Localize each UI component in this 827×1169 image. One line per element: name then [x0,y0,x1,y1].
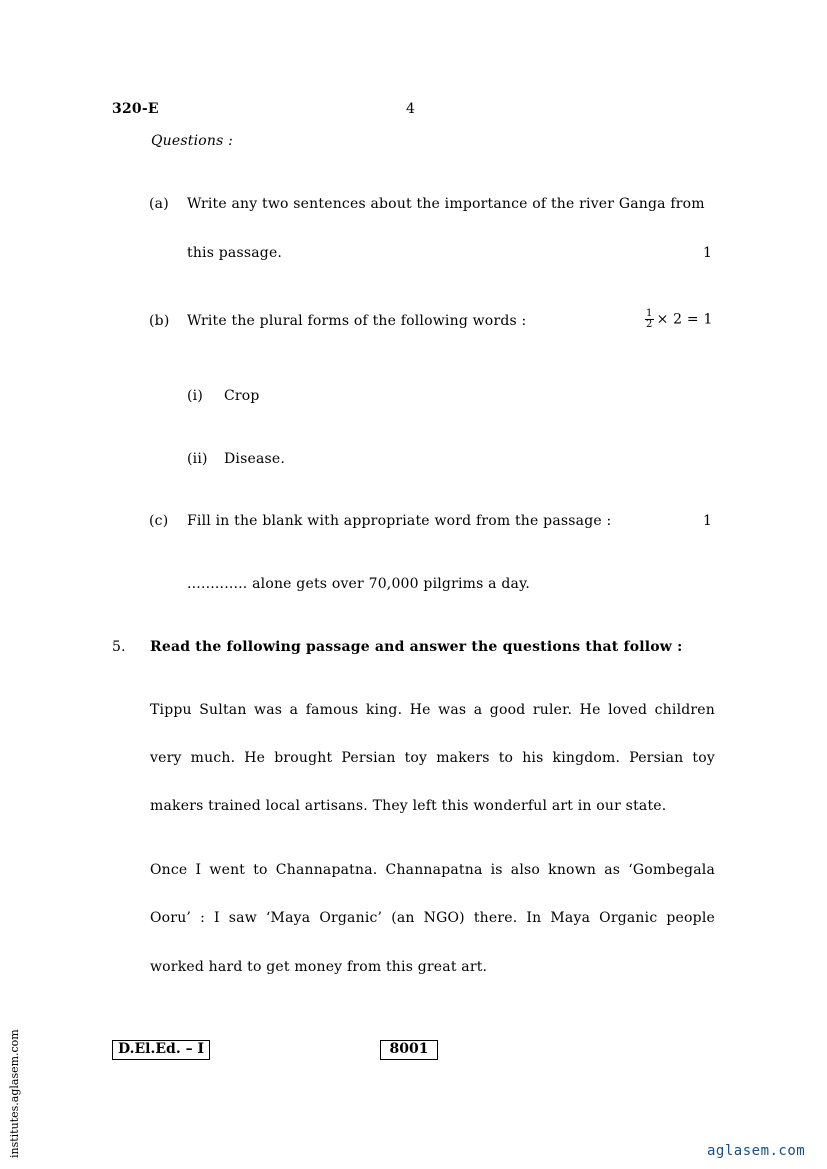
question-c-marks: 1 [703,513,713,529]
page-number: 4 [406,101,416,117]
questions-heading: Questions : [151,133,234,149]
question-a-text: Write any two sentences about the importance of the river Ganga from [187,196,705,212]
passage-line: Tippu Sultan was a famous king. He was a good ruler. He loved children [150,702,715,718]
question-b-marks: $\frac{1}{2}$ × 2 = 1 [646,308,713,330]
course-box: D.El.Ed. – I [112,1040,210,1060]
passage-line: makers trained local artisans. They left this wonderful art in our state. [150,798,667,814]
question-5-instruction: Read the following passage and answer the questions that follow : [150,639,683,655]
question-a-label: (a) [149,196,169,212]
passage-line: Once I went to Channapatna. Channapatna is also known as ‘Gombegala [150,862,715,878]
question-c-label: (c) [149,513,169,529]
paper-code-box: 8001 [380,1040,438,1060]
side-watermark: institutes.aglasem.com [8,1029,21,1158]
bottom-watermark-link[interactable]: aglasem.com [707,1143,806,1159]
question-b-text: Write the plural forms of the following words : [187,313,527,329]
question-c-blank-sentence: ............. alone gets over 70,000 pilgrims a day. [187,576,530,592]
question-c-text: Fill in the blank with appropriate word from the passage : [187,513,612,529]
sub-item-text: Crop [224,388,260,404]
question-a-marks: 1 [703,245,713,261]
sub-item-label: (ii) [187,451,208,467]
sub-item-text: Disease. [224,451,286,467]
sub-item-label: (i) [187,388,204,404]
question-5-number: 5. [112,639,126,655]
half-fraction: $\frac{1}{2}$ [646,308,653,330]
passage-line: Ooru’ : I saw ‘Maya Organic’ (an NGO) there. In Maya Organic people [150,910,715,926]
passage-line: very much. He brought Persian toy makers to his kingdom. Persian toy [150,750,715,766]
question-b-label: (b) [149,313,170,329]
question-a-text-cont: this passage. [187,245,283,261]
passage-line: worked hard to get money from this great art. [150,959,488,975]
paper-code: 320-E [112,101,159,117]
